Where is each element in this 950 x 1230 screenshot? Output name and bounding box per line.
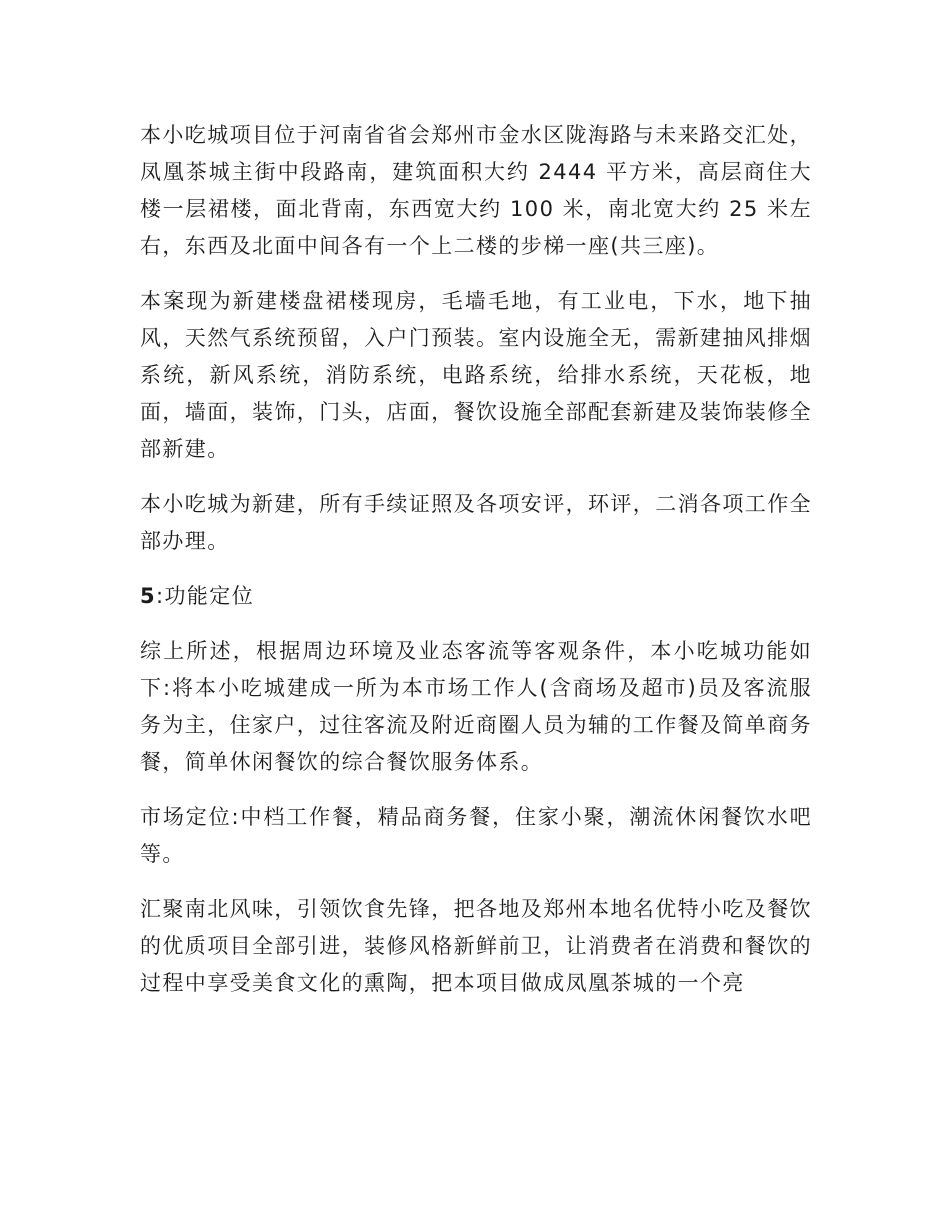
paragraph-function-summary: 综上所述，根据周边环境及业态客流等客观条件，本小吃城功能如下:将本小吃城建成一所为本市场工作人(含商场及超市)员及客流服务为主，住家户，过往客流及附近商圈人员为辅的工作餐及简单商务餐，简单休闲餐饮的综合餐饮服务体系。 [140,639,812,774]
section-title: :功能定位 [156,584,255,608]
paragraph-market-positioning: 市场定位:中档工作餐，精品商务餐，住家小聚，潮流休闲餐饮水吧等。 [140,805,812,866]
document-body [140,117,812,1020]
paragraph-current-condition: 本案现为新建楼盘裙楼现房，毛墙毛地，有工业电，下水，地下抽风，天然气系统预留，入户门预装。室内设施全无，需新建抽风排烟系统，新风系统，消防系统，电路系统，给排水系统，天花板，地面，墙面，装饰，门头，店面，餐饮设施全部配套新建及装饰装修全部新建。 [140,289,812,461]
paragraph-project-location: 本小吃城项目位于河南省省会郑州市金水区陇海路与未来路交汇处，凤凰茶城主街中段路南，建筑面积大约 2444 平方米，高层商住大楼一层裙楼，面北背南，东西宽大约 100 米，南北宽大约 25 米左右，东西及北面中间各有一个上二楼的步梯一座(共三座)。 [140,123,812,258]
section-number: 5 [140,584,157,608]
section-heading [140,578,812,615]
paragraph-vision: 汇聚南北风味，引领饮食先锋，把各地及郑州本地名优特小吃及餐饮的优质项目全部引进，装修风格新鲜前卫，让消费者在消费和餐饮的过程中享受美食文化的熏陶，把本项目做成凤凰茶城的一个亮 [140,897,812,995]
paragraph-permits: 本小吃城为新建，所有手续证照及各项安评，环评，二消各项工作全部办理。 [140,492,812,553]
